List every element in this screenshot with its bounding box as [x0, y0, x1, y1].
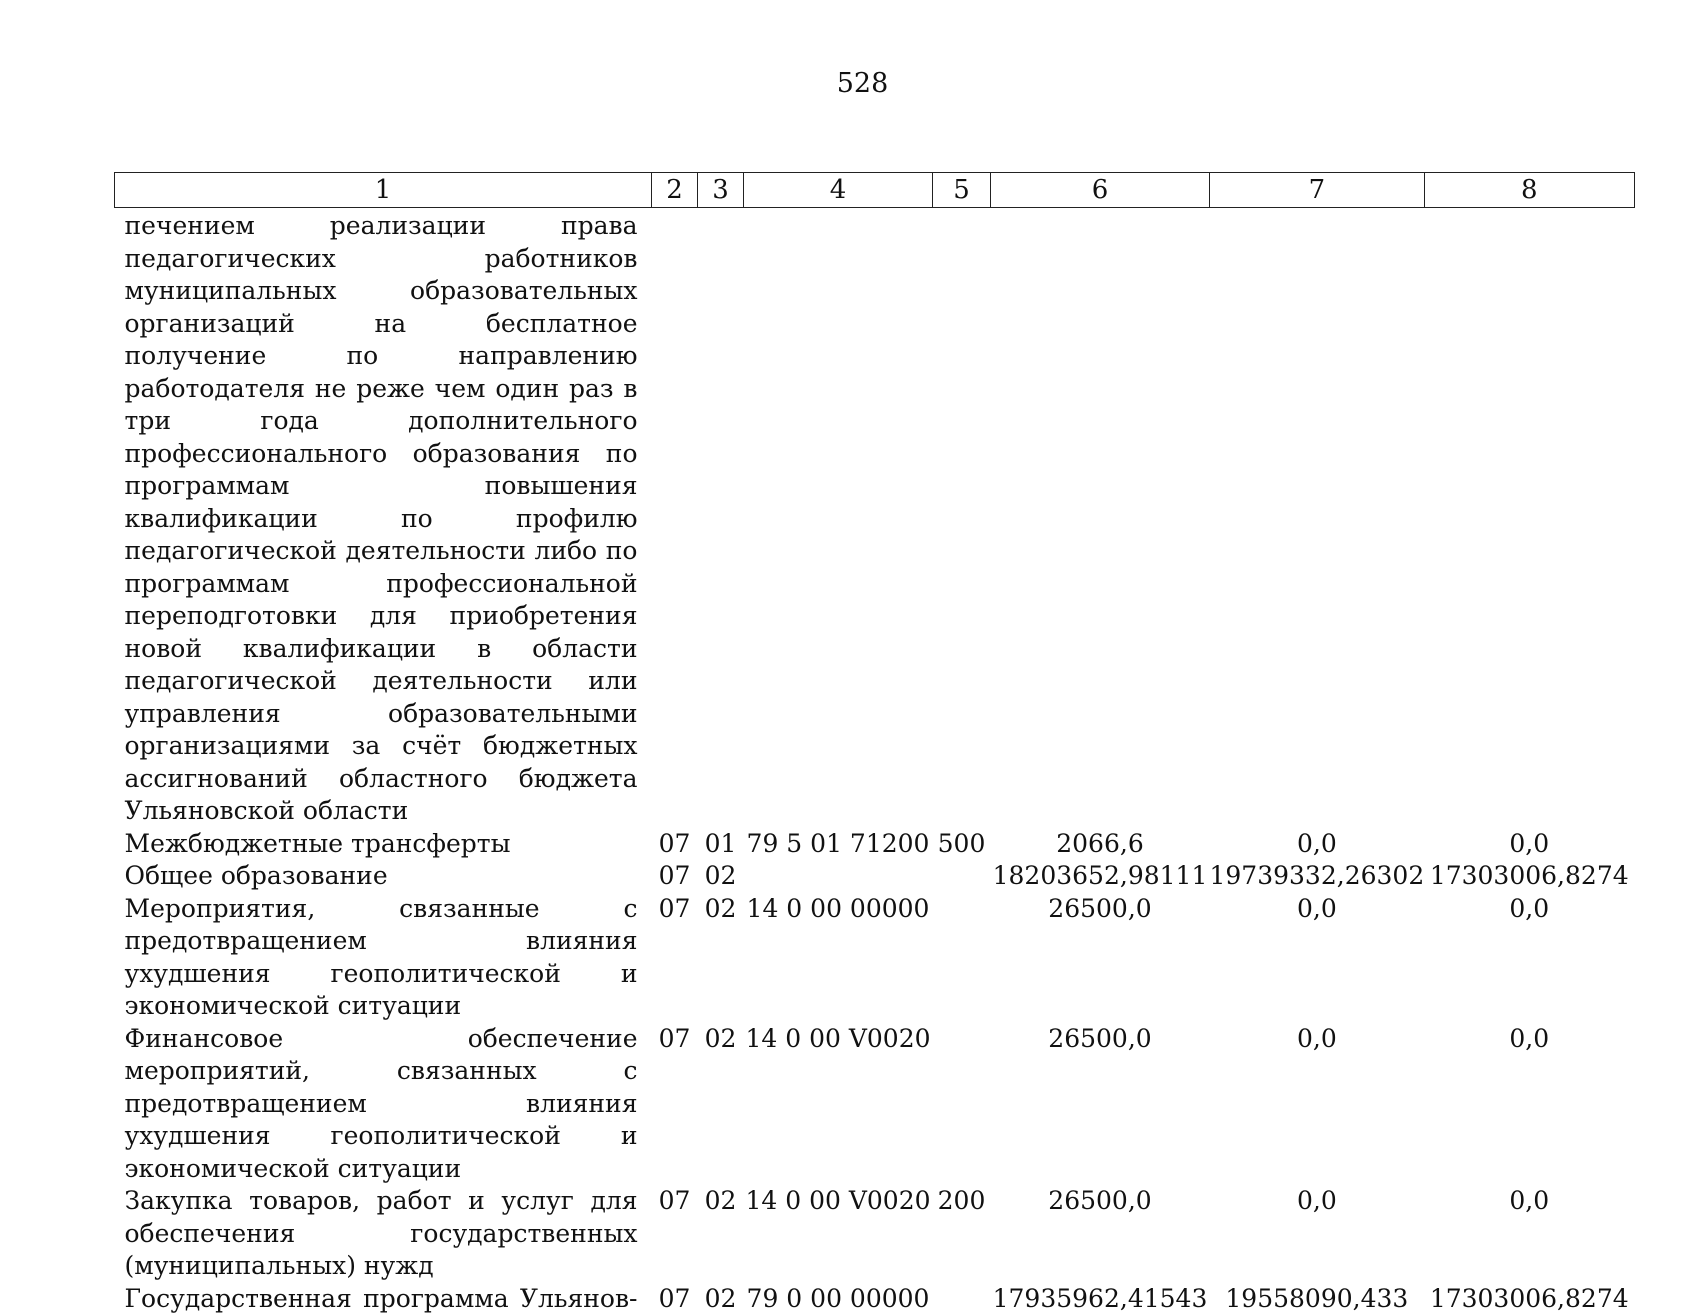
table-row	[115, 860, 1635, 893]
row-podrazdel: 02	[698, 860, 744, 893]
table-body	[115, 208, 1635, 1315]
header-col-3: 3	[698, 173, 744, 208]
row-value-7: 0,0	[1210, 1185, 1425, 1283]
row-value-6: 18203652,98111	[991, 860, 1210, 893]
row-value-6: 26500,0	[991, 893, 1210, 1023]
row-razdel: 07	[652, 1283, 698, 1315]
table-row	[115, 1283, 1635, 1315]
row-value-8: 0,0	[1424, 828, 1634, 861]
row-podrazdel: 01	[698, 828, 744, 861]
header-col-8: 8	[1424, 173, 1634, 208]
row-razdel: 07	[652, 860, 698, 893]
row-expense-type	[933, 1283, 991, 1315]
row-razdel: 07	[652, 1185, 698, 1283]
table-row	[115, 1023, 1635, 1186]
table-row	[115, 828, 1635, 861]
table-row	[115, 893, 1635, 1023]
row-podrazdel: 02	[698, 893, 744, 1023]
row-value-7	[1210, 208, 1425, 828]
row-razdel: 07	[652, 828, 698, 861]
row-target-code	[744, 208, 933, 828]
row-target-code: 14 0 00 V0020	[744, 1185, 933, 1283]
row-target-code: 79 0 00 00000	[744, 1283, 933, 1315]
row-target-code: 14 0 00 V0020	[744, 1023, 933, 1186]
row-expense-type: 200	[933, 1185, 991, 1283]
row-razdel	[652, 208, 698, 828]
row-value-6: 2066,6	[991, 828, 1210, 861]
row-podrazdel	[698, 208, 744, 828]
row-value-8: 17303006,8274	[1424, 1283, 1634, 1315]
row-value-7: 19739332,26302	[1210, 860, 1425, 893]
header-col-6: 6	[991, 173, 1210, 208]
row-value-8	[1424, 208, 1634, 828]
row-name: Закупка товаров, работ и услуг для обеспечения государственных (муниципальных) нужд	[115, 1185, 652, 1283]
row-expense-type	[933, 893, 991, 1023]
row-value-7: 0,0	[1210, 1023, 1425, 1186]
row-name: Межбюджетные трансферты	[115, 828, 652, 861]
row-value-7: 0,0	[1210, 893, 1425, 1023]
row-value-6: 26500,0	[991, 1185, 1210, 1283]
budget-table	[114, 172, 1635, 1315]
header-col-2: 2	[652, 173, 698, 208]
header-row	[115, 173, 1635, 208]
table-row	[115, 208, 1635, 828]
row-name: Государственная программа Ульянов-	[115, 1283, 652, 1315]
row-target-code	[744, 860, 933, 893]
row-value-8: 0,0	[1424, 1185, 1634, 1283]
row-value-8: 0,0	[1424, 893, 1634, 1023]
row-value-7: 0,0	[1210, 828, 1425, 861]
row-razdel: 07	[652, 1023, 698, 1186]
row-value-6	[991, 208, 1210, 828]
table-header	[115, 173, 1635, 208]
row-expense-type	[933, 1023, 991, 1186]
header-col-1: 1	[115, 173, 652, 208]
header-col-5: 5	[933, 173, 991, 208]
row-name: Мероприятия, связанные с предотвращением влияния ухудшения геополитической и экономической ситуации	[115, 893, 652, 1023]
row-value-8: 0,0	[1424, 1023, 1634, 1186]
row-target-code: 79 5 01 71200	[744, 828, 933, 861]
row-value-7: 19558090,433	[1210, 1283, 1425, 1315]
row-podrazdel: 02	[698, 1185, 744, 1283]
row-expense-type	[933, 208, 991, 828]
row-value-6: 17935962,41543	[991, 1283, 1210, 1315]
row-name: Общее образование	[115, 860, 652, 893]
row-podrazdel: 02	[698, 1283, 744, 1315]
header-col-4: 4	[744, 173, 933, 208]
row-expense-type	[933, 860, 991, 893]
row-expense-type: 500	[933, 828, 991, 861]
row-name: Финансовое обеспечение мероприятий, связанных с предотвращением влияния ухудшения геополитической и экономической ситуации	[115, 1023, 652, 1186]
row-razdel: 07	[652, 893, 698, 1023]
row-name: печением реализации права педагогических работников муниципальных образовательных организаций на бесплатное получение по направлению работодателя не реже чем один раз в три года дополнительного профессионального образования по программам повышения квалификации по профилю педагогической деятельности либо по программам профессиональной переподготовки для приобретения новой квалификации в области педагогической деятельности или управления образовательными организациями за счёт бюджетных ассигнований областного бюджета Ульяновской области	[115, 208, 652, 828]
header-col-7: 7	[1210, 173, 1425, 208]
row-podrazdel: 02	[698, 1023, 744, 1186]
page-number: 528	[0, 68, 1707, 99]
row-value-6: 26500,0	[991, 1023, 1210, 1186]
row-target-code: 14 0 00 00000	[744, 893, 933, 1023]
row-value-8: 17303006,8274	[1424, 860, 1634, 893]
